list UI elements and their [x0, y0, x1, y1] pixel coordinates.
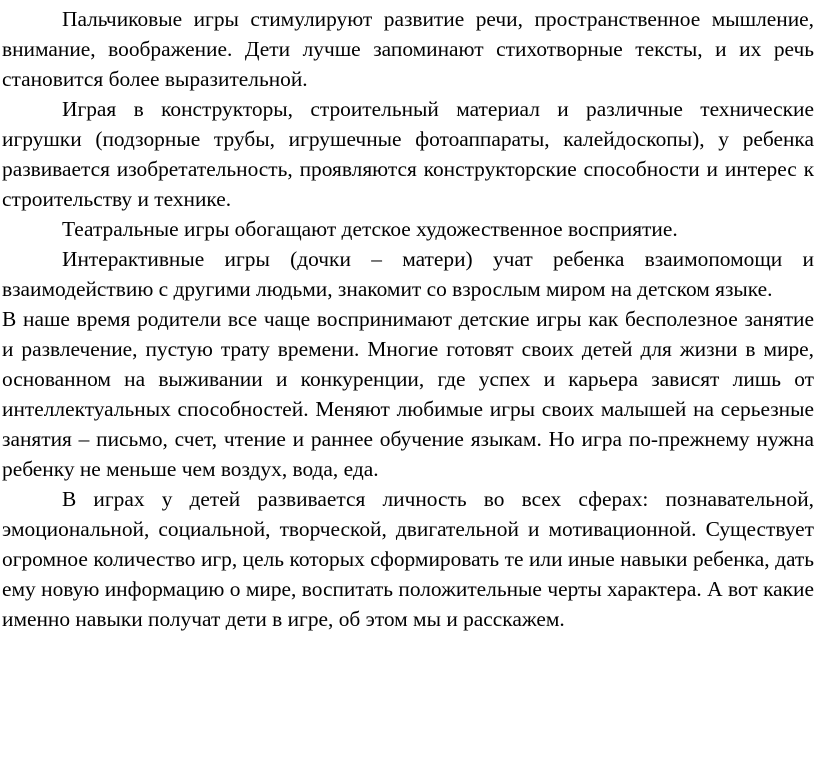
- paragraph-construction-games: Играя в конструкторы, строительный материал и различные технические игрушки (подзорные трубы, игрушечные фотоаппараты, калейдоскопы), у ребенка развивается изобретательность, проявляются конструкторские способности и интерес к строительству и технике.: [2, 97, 814, 211]
- paragraph-interactive-games: Интерактивные игры (дочки – матери) учат ребенка взаимопомощи и взаимодействию с другими людьми, знакомит со взрослым миром на детском языке.: [2, 247, 814, 301]
- paragraph-finger-games: Пальчиковые игры стимулируют развитие речи, пространственное мышление, внимание, воображение. Дети лучше запоминают стихотворные тексты, и их речь становится более выразительной.: [2, 7, 814, 91]
- document-body: [2, 4, 814, 634]
- paragraph-modern-parents: В наше время родители все чаще воспринимают детские игры как бесполезное занятие и развлечение, пустую трату времени. Многие готовят своих детей для жизни в мире, основанном на выживании и конкуренции, где успех и карьера зависят лишь от интеллектуальных способностей. Меняют любимые игры своих малышей на серьезные занятия – письмо, счет, чтение и раннее обучение языкам. Но игра по-прежнему нужна ребенку не меньше чем воздух, вода, еда.: [2, 307, 814, 481]
- paragraph-personality-development: В играх у детей развивается личность во всех сферах: познавательной, эмоциональной, социальной, творческой, двигательной и мотивационной. Существует огромное количество игр, цель которых сформировать те или иные навыки ребенка, дать ему новую информацию о мире, воспитать положительные черты характера. А вот какие именно навыки получат дети в игре, об этом мы и расскажем.: [2, 487, 814, 631]
- paragraph-theatrical-games: Театральные игры обогащают детское художественное восприятие.: [62, 217, 678, 241]
